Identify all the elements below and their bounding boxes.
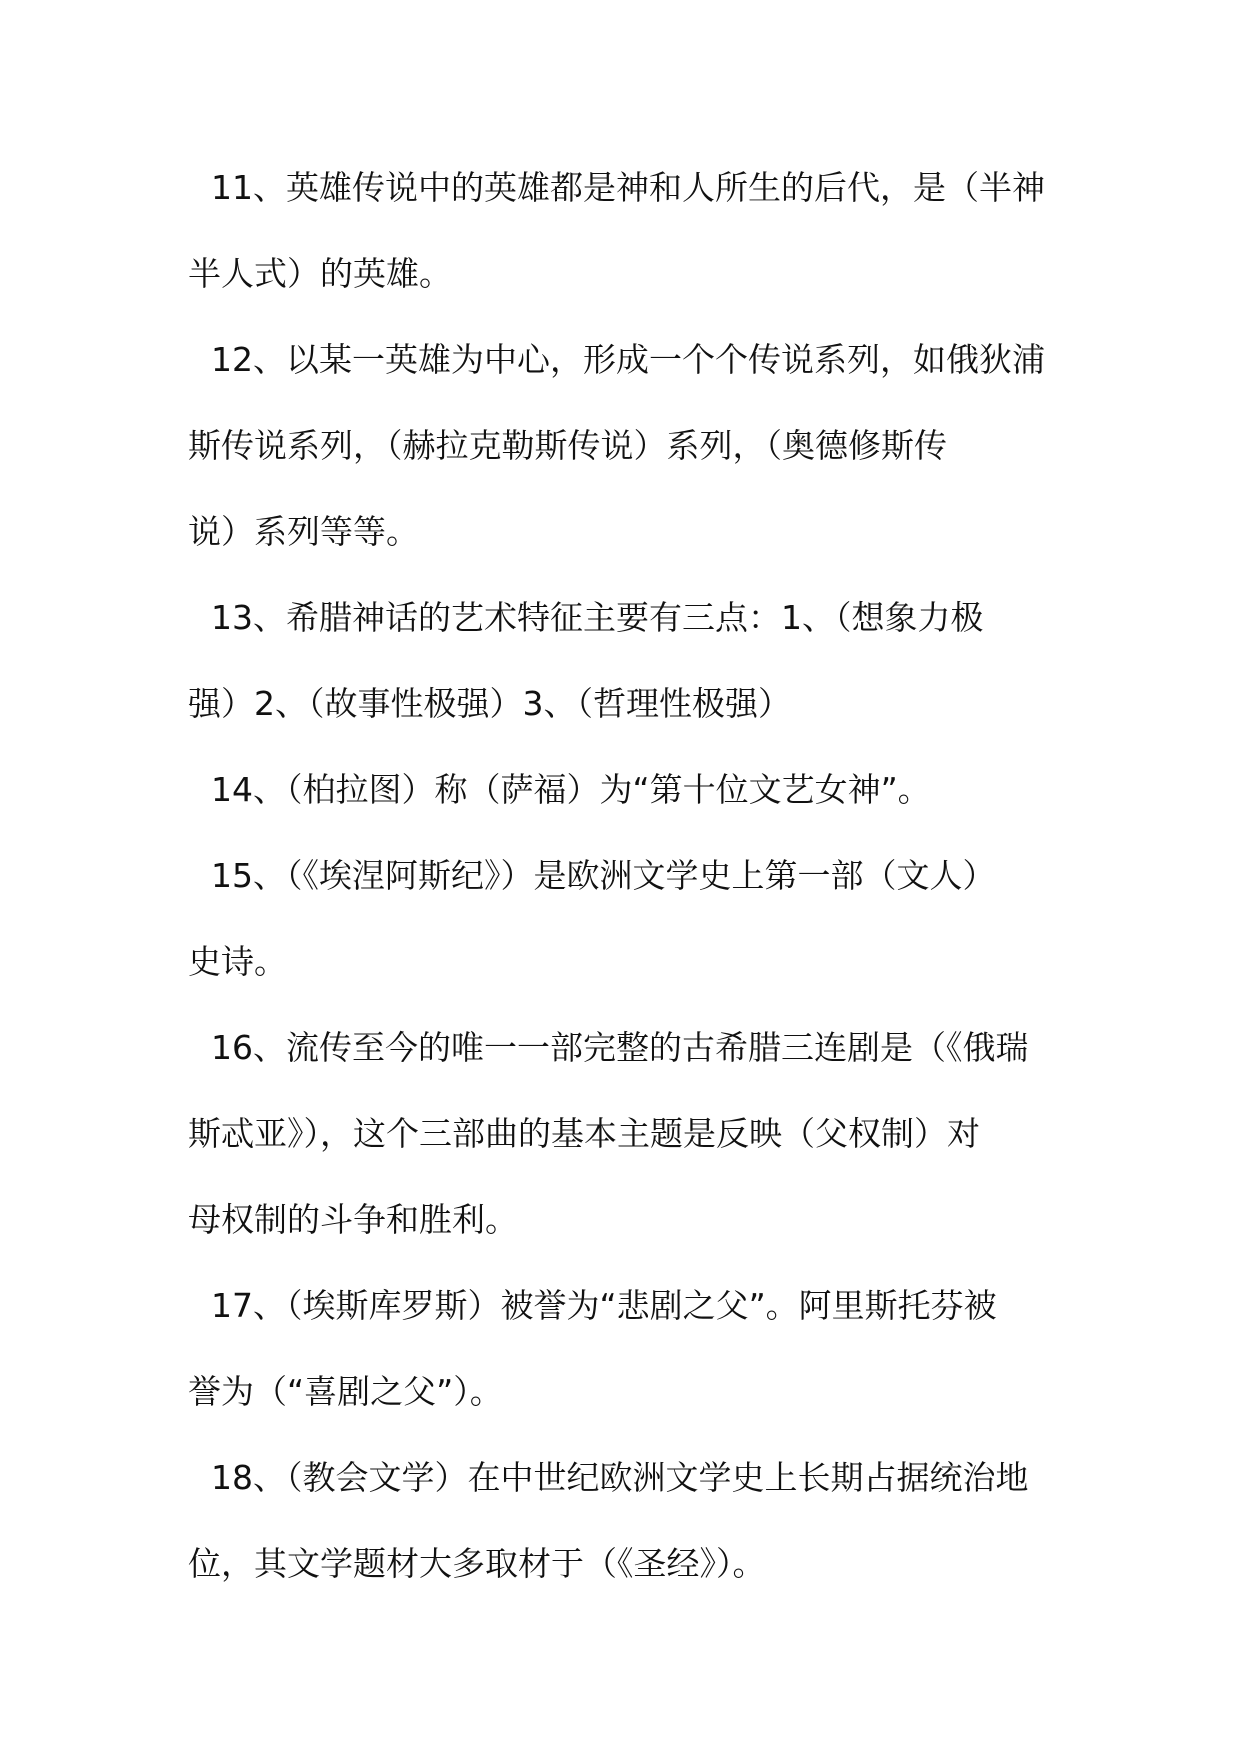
text-line: 史诗。 [188, 942, 287, 981]
text-line: 位，其文学题材大多取材于（《圣经》）。 [188, 1544, 766, 1583]
text-line: 斯传说系列，（赫拉克勒斯传说）系列，（奥德修斯传 [188, 426, 947, 465]
text-line: 15、（《埃涅阿斯纪》）是欧洲文学史上第一部（文人） [211, 856, 996, 895]
text-line: 母权制的斗争和胜利。 [188, 1200, 518, 1239]
text-line: 13、希腊神话的艺术特征主要有三点：1、（想象力极 [211, 598, 984, 637]
text-line: 半人式）的英雄。 [188, 254, 452, 293]
text-line: 17、（埃斯库罗斯）被誉为“悲剧之父”。阿里斯托芬被 [211, 1286, 997, 1325]
text-line: 斯忒亚》），这个三部曲的基本主题是反映（父权制）对 [188, 1114, 980, 1153]
text-line: 14、（柏拉图）称（萨福）为“第十位文艺女神”。 [211, 770, 931, 809]
text-line: 强）2、（故事性极强）3、（哲理性极强） [188, 684, 791, 723]
text-line: 誉为（“喜剧之父”）。 [188, 1372, 503, 1411]
text-line: 16、流传至今的唯一一部完整的古希腊三连剧是（《俄瑞 [211, 1028, 1029, 1067]
document-body [188, 145, 1058, 1607]
text-line: 12、以某一英雄为中心，形成一个个传说系列，如俄狄浦 [211, 340, 1045, 379]
text-line: 说）系列等等。 [188, 512, 419, 551]
text-line: 11、英雄传说中的英雄都是神和人所生的后代，是（半神 [211, 168, 1045, 207]
text-line: 18、（教会文学）在中世纪欧洲文学史上长期占据统治地 [211, 1458, 1029, 1497]
